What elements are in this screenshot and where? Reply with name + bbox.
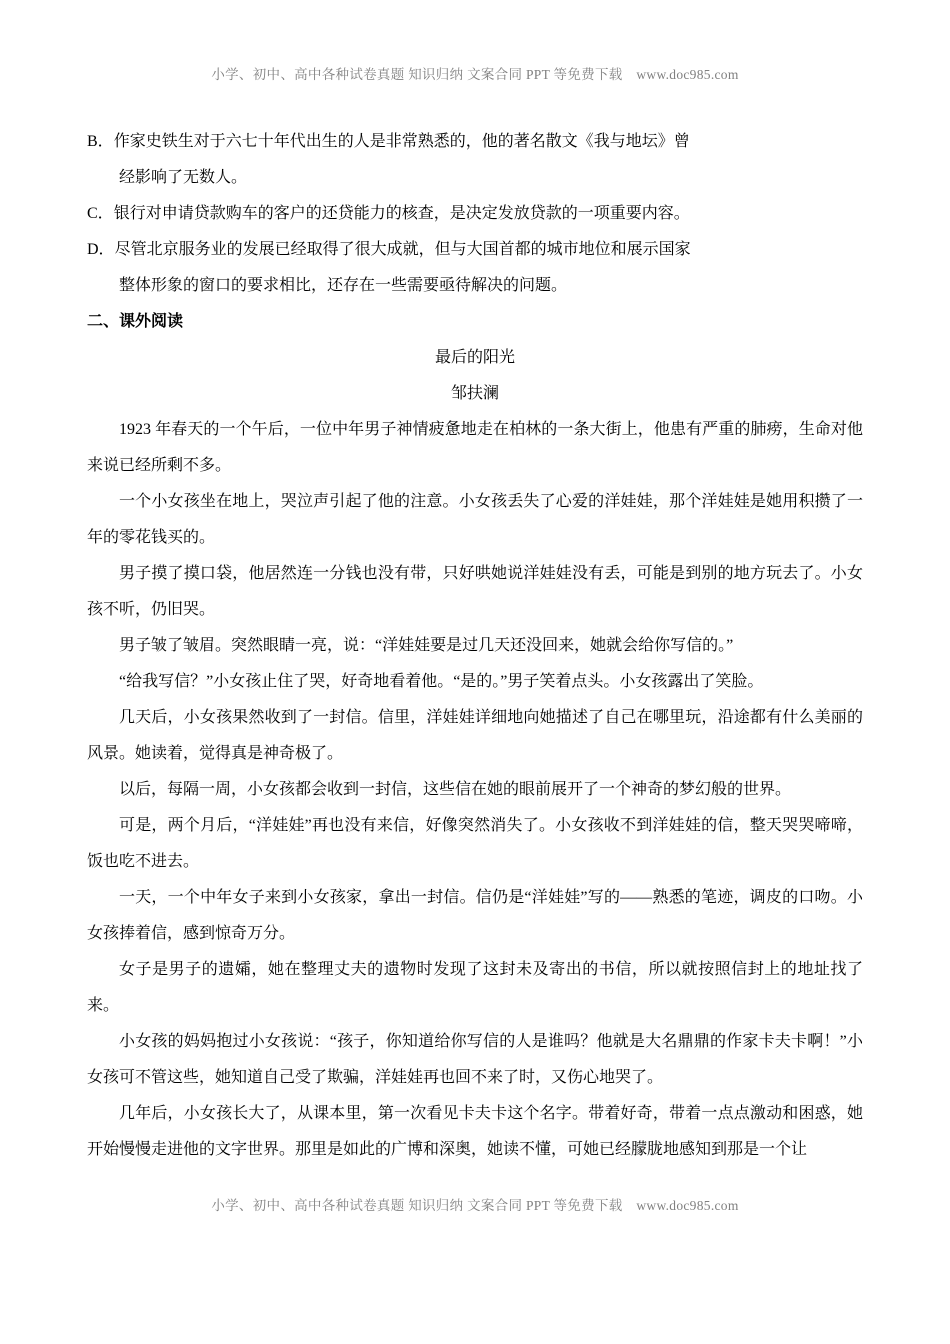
paragraph-12: 几年后，小女孩长大了，从课本里，第一次看见卡夫卡这个名字。带着好奇，带着一点点激动和困惑，她开始慢慢走进他的文字世界。那里是如此的广博和深奥，她读不懂，可她已经朦胧地感知到那是一个让 (87, 1105, 863, 1158)
paragraph-1: 1923 年春天的一个午后，一位中年男子神情疲惫地走在柏林的一条大街上，他患有严重的肺痨，生命对他来说已经所剩不多。 (87, 421, 863, 474)
paragraph-11: 小女孩的妈妈抱过小女孩说：“孩子，你知道给你写信的人是谁吗？他就是大名鼎鼎的作家卡夫卡啊！”小女孩可不管这些，她知道自己受了欺骗，洋娃娃再也回不来了时，又伤心地哭了。 (87, 1033, 863, 1086)
paragraph-10: 女子是男子的遗孀，她在整理丈夫的遗物时发现了这封未及寄出的书信，所以就按照信封上的地址找了来。 (87, 961, 863, 1014)
choice-option-d (87, 232, 863, 304)
article-title: 最后的阳光 (434, 349, 515, 366)
option-d-text: 尽管北京服务业的发展已经取得了很大成就，但与大国首都的城市地位和展示国家 (114, 241, 691, 258)
paragraph-8: 可是，两个月后，“洋娃娃”再也没有来信，好像突然消失了。小女孩收不到洋娃娃的信，整天哭哭啼啼，饭也吃不进去。 (87, 817, 863, 870)
option-b-label: B． (87, 133, 114, 150)
paragraph-6: 几天后，小女孩果然收到了一封信。信里，洋娃娃详细地向她描述了自己在哪里玩，沿途都有什么美丽的风景。她读着，觉得真是神奇极了。 (87, 709, 863, 762)
paragraph-5: “给我写信？”小女孩止住了哭，好奇地看着他。“是的。”男子笑着点头。小女孩露出了笑脸。 (119, 673, 764, 690)
paragraph-9: 一天，一个中年女子来到小女孩家，拿出一封信。信仍是“洋娃娃”写的——熟悉的笔迹，调皮的口吻。小女孩捧着信，感到惊奇万分。 (87, 889, 863, 942)
footer-watermark: 小学、初中、高中各种试卷真题 知识归纳 文案合同 PPT 等免费下载 www.doc985.com (211, 1198, 739, 1213)
option-b-line-2: 经影响了无数人。 (119, 169, 248, 186)
paragraph-3: 男子摸了摸口袋，他居然连一分钱也没有带，只好哄她说洋娃娃没有丢，可能是到别的地方玩去了。小女孩不听，仍旧哭。 (87, 565, 863, 618)
option-d-line-2: 整体形象的窗口的要求相比，还存在一些需要亟待解决的问题。 (119, 277, 568, 294)
paragraph-7: 以后，每隔一周，小女孩都会收到一封信，这些信在她的眼前展开了一个神奇的梦幻般的世界。 (119, 781, 792, 798)
paragraph-4: 男子皱了皱眉。突然眼睛一亮，说：“洋娃娃要是过几天还没回来，她就会给你写信的。” (119, 637, 734, 654)
option-c-line-1 (87, 196, 863, 232)
option-c-text: 银行对申请贷款购车的客户的还贷能力的核查，是决定发放贷款的一项重要内容。 (113, 205, 690, 222)
option-b-line-1 (87, 124, 863, 160)
article-author: 邹扶澜 (450, 385, 499, 402)
option-c-label: C． (87, 205, 114, 222)
document-content (87, 124, 863, 1168)
option-b-text: 作家史铁生对于六七十年代出生的人是非常熟悉的，他的著名散文《我与地坛》曾 (113, 133, 690, 150)
choice-option-c (87, 196, 863, 232)
option-d-label: D． (87, 241, 115, 258)
choice-option-b (87, 124, 863, 196)
header-watermark: 小学、初中、高中各种试卷真题 知识归纳 文案合同 PPT 等免费下载 www.doc985.com (211, 67, 739, 82)
section-heading-extracurricular-reading: 二、课外阅读 (87, 313, 184, 330)
option-d-line-1 (87, 232, 863, 268)
paragraph-2: 一个小女孩坐在地上，哭泣声引起了他的注意。小女孩丢失了心爱的洋娃娃，那个洋娃娃是她用积攒了一年的零花钱买的。 (87, 493, 863, 546)
